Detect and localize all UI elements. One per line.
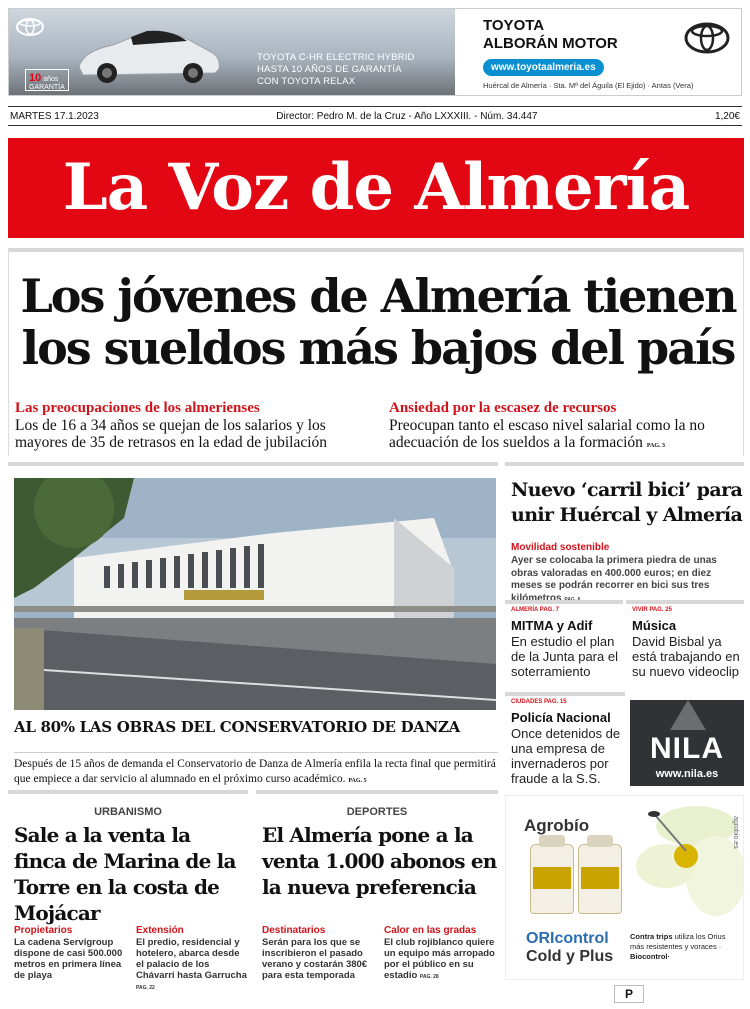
deportes-section: DEPORTES (346, 806, 408, 818)
policia-tag: CIUDADES PAG. 15 (511, 699, 567, 705)
mitma-story[interactable] (505, 600, 623, 690)
conservatorio-text: Después de 15 años de demanda el Conservatorio de Danza de Almería enfila la recta final que permitirá que empiece a dar servicio al alumnado en el próximo curso académico. PAG. 5 (14, 752, 498, 789)
dealer-locations: Huércal de Almería · Sta. Mª del Águila (El Ejido) · Antas (Vera) (483, 81, 694, 90)
road-icon (670, 700, 706, 730)
policia-story[interactable] (505, 692, 625, 786)
conservatorio-story[interactable] (8, 462, 498, 785)
toyota-ad-banner[interactable] (8, 8, 742, 96)
ad-photo (9, 9, 455, 96)
issue-price: 1,20€ (714, 110, 740, 122)
agrobio-product: ORIcontrol Cold y Plus (526, 930, 614, 965)
car-image (73, 23, 223, 85)
bottle-image (578, 844, 622, 914)
dateline (8, 106, 742, 126)
toyota-logo-icon (683, 21, 731, 55)
lead-right-kicker: Ansiedad por la escasez de recursos (389, 400, 617, 416)
issue-director: Director: Pedro M. de la Cruz - Año LXXXIII. - Núm. 34.447 (276, 110, 538, 122)
mitma-text: En estudio el plan de la Junta para el soterramiento (511, 634, 618, 679)
masthead[interactable] (8, 138, 744, 238)
musica-title[interactable]: Música (632, 618, 677, 633)
agrobio-brand: Agrobío (524, 816, 590, 835)
bici-headline[interactable]: Nuevo ‘carril bici’ para unir Huércal y Almería (511, 479, 743, 526)
marina-story[interactable] (8, 790, 248, 991)
lead-story[interactable] (8, 248, 744, 456)
lead-page-ref: PAG. 3 (646, 443, 666, 449)
marina-col1: Propietarios La cadena Servigroup dispone de casi 500.000 metros en primera línea de playa (14, 925, 123, 981)
deportes-col1: Destinatarios Serán para los que se inscribieron el pasado verano y costarán 380€ para esta temporada (262, 925, 368, 981)
nila-ad[interactable] (630, 700, 744, 786)
conservatorio-page-ref: PAG. 5 (348, 778, 367, 784)
bottle-image (530, 844, 574, 914)
warranty-badge: 10 años GARANTÍA (25, 69, 69, 91)
policia-text: Once detenidos de una empresa de invernaderos por fraude a la S.S. (511, 726, 621, 786)
dealer-name: TOYOTA ALBORÁN MOTOR (483, 17, 618, 52)
marina-col2: Extensión El predio, residencial y hotelero, abarca desde el palacio de los Chávarri hasta Garrucha PAG. 22 (136, 925, 247, 991)
mitma-tag: ALMERÍA PAG. 7 (511, 607, 560, 613)
issue-date: MARTES 17.1.2023 (10, 110, 99, 122)
newspaper-title: La Voz de Almería (62, 150, 690, 225)
policia-title[interactable]: Policía Nacional (511, 710, 611, 725)
deportes-headline[interactable]: El Almería pone a la venta 1.000 abonos en la nueva preferencia (262, 823, 497, 899)
pressreader-badge[interactable]: P (614, 985, 644, 1003)
musica-text: David Bisbal ya está trabajando en su nuevo videoclip (632, 634, 740, 679)
lead-right-text: Preocupan tanto el escaso nivel salarial como la no adecuación de los sueldos a la formación PAG. 3 (389, 417, 705, 451)
agrobio-url: agrobio.es (732, 816, 739, 849)
lead-sub-left (15, 400, 375, 451)
marina-headline[interactable]: Sale a la venta la finca de Marina de la Torre en la costa de Mojácar (14, 823, 236, 925)
mitma-title[interactable]: MITMA y Adif (511, 618, 593, 633)
carril-bici-story[interactable] (505, 462, 744, 604)
nila-url-link[interactable]: www.nila.es (655, 768, 719, 780)
marina-section: URBANISMO (94, 806, 162, 818)
flower-image (626, 796, 744, 926)
lead-left-kicker: Las preocupaciones de los almerienses (15, 400, 260, 416)
toyota-logo-small-icon (15, 17, 49, 37)
lead-sub-right (389, 400, 739, 455)
nila-brand: NILA (650, 732, 724, 765)
bici-text: Ayer se colocaba la primera piedra de unas obras valoradas en 400.000 euros; en diez meses se podrán recorrer en bici sus tres kilómetros PAG. 6 (511, 555, 717, 604)
conservatorio-headline[interactable]: AL 80% LAS OBRAS DEL CONSERVATORIO DE DANZA (14, 718, 461, 736)
deportes-story[interactable] (256, 790, 498, 984)
agrobio-cta: Contra trips utiliza los Orius más resistentes y voraces · Biocontrol· (630, 932, 726, 961)
bici-kicker: Movilidad sostenible (511, 542, 610, 553)
lead-left-text: Los de 16 a 34 años se quejan de los salarios y los mayores de 35 de retrasos en la edad de jubilación (15, 417, 328, 451)
musica-story[interactable] (626, 600, 744, 690)
lead-headline[interactable]: Los jóvenes de Almería tienen los sueldos más bajos del país (20, 269, 736, 375)
deportes-col2: Calor en las gradas El club rojiblanco quiere un equipo más arropado por el público en su estadio PAG. 28 (384, 925, 495, 981)
agrobio-ad[interactable] (505, 795, 744, 980)
musica-tag: VIVIR PAG. 25 (632, 607, 672, 613)
ad-copy: TOYOTA C-HR ELECTRIC HYBRID HASTA 10 AÑOS DE GARANTÍA CON TOYOTA RELAX (257, 52, 415, 87)
conservatorio-photo (14, 478, 496, 710)
dealer-url-link[interactable]: www.toyotaalmeria.es (483, 59, 604, 76)
